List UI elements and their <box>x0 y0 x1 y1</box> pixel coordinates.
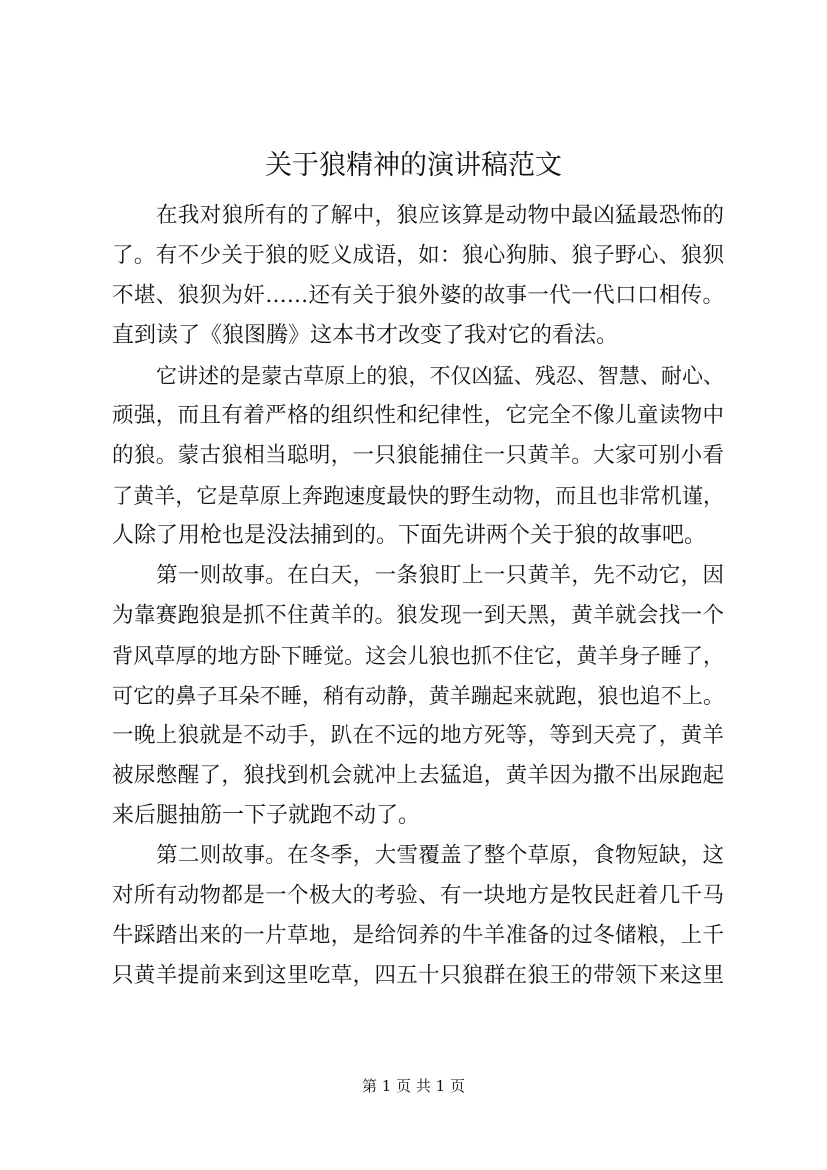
text-line: 被尿憋醒了，狼找到机会就冲上去猛追，黄羊因为撒不出尿跑起 <box>112 763 724 788</box>
text-line: 不堪、狼狈为奸……还有关于狼外婆的故事一代一代口口相传。 <box>112 283 724 308</box>
text-line: 第一则故事。在白天，一条狼盯上一只黄羊，先不动它，因 <box>156 563 724 588</box>
text-line: 在我对狼所有的了解中，狼应该算是动物中最凶猛最恐怖的 <box>156 203 724 228</box>
text-line: 来后腿抽筋一下子就跑不动了。 <box>112 803 421 828</box>
text-line: 只黄羊提前来到这里吃草，四五十只狼群在狼王的带领下来这里 <box>112 963 724 988</box>
text-line: 人除了用枪也是没法捕到的。下面先讲两个关于狼的故事吧。 <box>112 523 707 548</box>
text-line: 了。有不少关于狼的贬义成语，如：狼心狗肺、狼子野心、狼狈 <box>112 243 724 268</box>
text-line: 了黄羊，它是草原上奔跑速度最快的野生动物，而且也非常机谨， <box>112 484 724 508</box>
page-footer: 第 1 页 共 1 页 <box>362 1077 465 1095</box>
document-body <box>112 196 724 996</box>
text-line: 顽强，而且有着严格的组织性和纪律性，它完全不像儿童读物中 <box>112 403 724 428</box>
text-line: 对所有动物都是一个极大的考验、有一块地方是牧民赶着几千马 <box>112 883 724 908</box>
text-line: 它讲述的是蒙古草原上的狼，不仅凶猛、残忍、智慧、耐心、 <box>156 364 724 388</box>
text-line: 为靠赛跑狼是抓不住黄羊的。狼发现一到天黑，黄羊就会找一个 <box>112 603 724 628</box>
text-line: 直到读了《狼图腾》这本书才改变了我对它的看法。 <box>112 323 619 348</box>
text-line: 背风草厚的地方卧下睡觉。这会儿狼也抓不住它，黄羊身子睡了， <box>112 644 724 668</box>
text-line: 一晚上狼就是不动手，趴在不远的地方死等，等到天亮了，黄羊 <box>112 723 724 748</box>
text-line: 可它的鼻子耳朵不睡，稍有动静，黄羊蹦起来就跑，狼也追不上。 <box>112 684 724 708</box>
text-line: 的狼。蒙古狼相当聪明，一只狼能捕住一只黄羊。大家可别小看 <box>112 443 724 468</box>
text-line: 牛踩踏出来的一片草地，是给饲养的牛羊准备的过冬储粮，上千 <box>112 923 724 948</box>
page-title: 关于狼精神的演讲稿范文 <box>265 150 562 181</box>
text-line: 第二则故事。在冬季，大雪覆盖了整个草原，食物短缺，这 <box>156 843 724 868</box>
